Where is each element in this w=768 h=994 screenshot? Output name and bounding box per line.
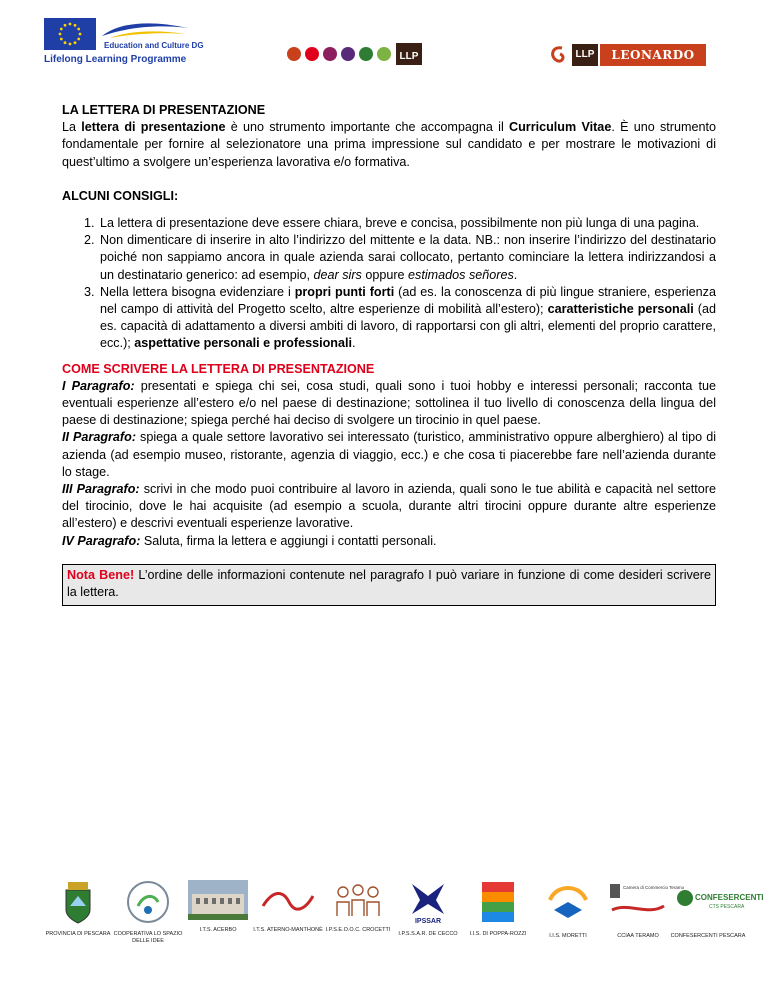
nota-bene-text: L’ordine delle informazioni contenute nel paragrafo I può variare in funzione di come desideri scrivere la lettera. <box>67 567 712 600</box>
programme-title: Lifelong Learning Programme <box>44 54 187 65</box>
partner-logos <box>38 880 764 970</box>
paragraph-1-guide: I Paragrafo: presentati e spiega chi sei, cosa studi, quali sono i tuoi hobby e interessi personali; racconta tue eventuali esperienze all’estero e/o nel paese di destinazione; sottolinea il tuo livello di conoscenza della lingua del paese di destinazione; spiega perché hai deciso di svolgere un tirocinio in quel paese. <box>62 378 716 428</box>
partner-confesercenti: CONFESERCENTI CTS PESCARA CONFESERCENTI PESCARA <box>668 880 748 940</box>
di-poppa-logo-icon <box>480 880 516 924</box>
page-header <box>0 0 768 80</box>
svg-text:IPSSAR: IPSSAR <box>414 918 442 925</box>
ipssar-logo-icon <box>408 880 448 924</box>
llp-badge-text: LLP <box>399 51 419 62</box>
partner-its-aterno: I.T.S. ATERNO-MANTHONÈ <box>248 880 328 934</box>
partner-cooperativa: COOPERATIVA LO SPAZIO DELLE IDEE <box>108 880 188 945</box>
paragraph-3-guide: III Paragrafo: scrivi in che modo puoi contribuire al lavoro in azienda, quali sono le tue abilità e capacità nel settore del tirocinio, dove le hai acquisite (ad esempio a scuola, durante altri tirocini oppure durante altre esperienze all’estero) e descrivi eventuali esperienze lavorative. <box>62 482 716 531</box>
list-item: 2. Non dimenticare di inserire in alto l’indirizzo del mittente e la data. NB.: non inserire l’indirizzo del destinatario poiché non sappiamo ancora in quale azienda sarai collocato, pertanto cominciare la lettera indirizzandosi a un destinatario generico: ad esempio, dear sirs oppure estimados señores. <box>98 232 716 284</box>
leonardo-swirl-icon <box>548 44 568 66</box>
svg-text:Camera di Commercio Teramo: Camera di Commercio Teramo <box>623 885 685 890</box>
llp-project-logo <box>286 40 426 66</box>
list-item: 3. Nella lettera bisogna evidenziare i propri punti forti (ad es. la conoscenza di più lingue straniere, esperienza nel campo di attività del Progetto scelto, altre esperienze di mobilità all’estero); caratteristiche personali (ad es. capacità di adattamento a diversi ambiti di lavoro, di rapportarsi con gli altri, elementi del proprio carattere, ecc.); aspettative personali e professionali. <box>98 284 716 353</box>
partner-iis-moretti: I.I.S. MORETTI <box>528 880 608 940</box>
partner-ipssar-de-cecco: IPSSAR I.P.S.S.A.R. DE CECCO <box>388 880 468 938</box>
paragraph-2-guide: II Paragrafo: spiega a quale settore lavorativo sei interessato (turistico, amministrativo oppure alberghiero) al tipo di azienda (ad esempio museo, ristorante, agenzia di viaggio, ecc.) e che cosa ti piacerebbe fare nell’azienda durante lo stage. <box>62 430 716 479</box>
section-title-tips: ALCUNI CONSIGLI: <box>62 188 179 203</box>
partner-its-acerbo: I.T.S. ACERBO <box>178 880 258 934</box>
partner-cciaa-teramo: Camera di Commercio Teramo CCIAA TERAMO <box>598 880 678 940</box>
paragraph-4-guide: IV Paragrafo: Saluta, firma la lettera e aggiungi i contatti personali. <box>62 533 437 548</box>
moretti-logo-icon <box>546 880 590 920</box>
aterno-wave-icon <box>261 880 315 920</box>
eu-flag-icon <box>44 18 96 50</box>
school-building-icon <box>188 880 248 920</box>
partner-provincia-pescara: PROVINCIA DI PESCARA <box>38 880 118 938</box>
leonardo-llp-badge: LLP <box>572 44 598 66</box>
svg-text:CTS PESCARA: CTS PESCARA <box>709 904 745 910</box>
section-title-how-to: COME SCRIVERE LA LETTERA DI PRESENTAZIONE <box>62 361 375 376</box>
list-item: 1. La lettera di presentazione deve essere chiara, breve e concisa, possibilmente non più lunga di una pagina. <box>98 215 716 232</box>
section-title-presentation: LA LETTERA DI PRESENTAZIONE <box>62 103 266 117</box>
tips-list <box>62 215 716 353</box>
nota-bene-label: Nota Bene! <box>67 567 135 582</box>
svg-text:CONFESERCENTI: CONFESERCENTI <box>695 893 764 902</box>
leonardo-logo: LEONARDO <box>600 44 706 66</box>
coat-of-arms-icon <box>64 880 92 924</box>
intro-paragraph: La lettera di presentazione è uno strumento importante che accompagna il Curriculum Vitae. È uno strumento fondamentale per fornire al selezionatore una prima impressione sul candidato e per mostrare le motivazioni di quest’ultimo a svolgere un’esperienza lavorativa e/o formativa. <box>62 120 716 169</box>
document-body <box>62 102 716 606</box>
partner-iis-di-poppa: I.I.S. DI POPPA-ROZZI <box>458 880 538 938</box>
chefs-illustration-icon <box>331 880 385 920</box>
nota-bene-box <box>62 564 716 606</box>
cooperativa-logo-icon <box>126 880 170 924</box>
education-culture-logo <box>100 20 190 40</box>
partner-ipseoc-crocetti: I.P.S.E.O.O.C. CROCETTI <box>318 880 398 934</box>
eu-subtitle: Education and Culture DG <box>104 41 204 50</box>
